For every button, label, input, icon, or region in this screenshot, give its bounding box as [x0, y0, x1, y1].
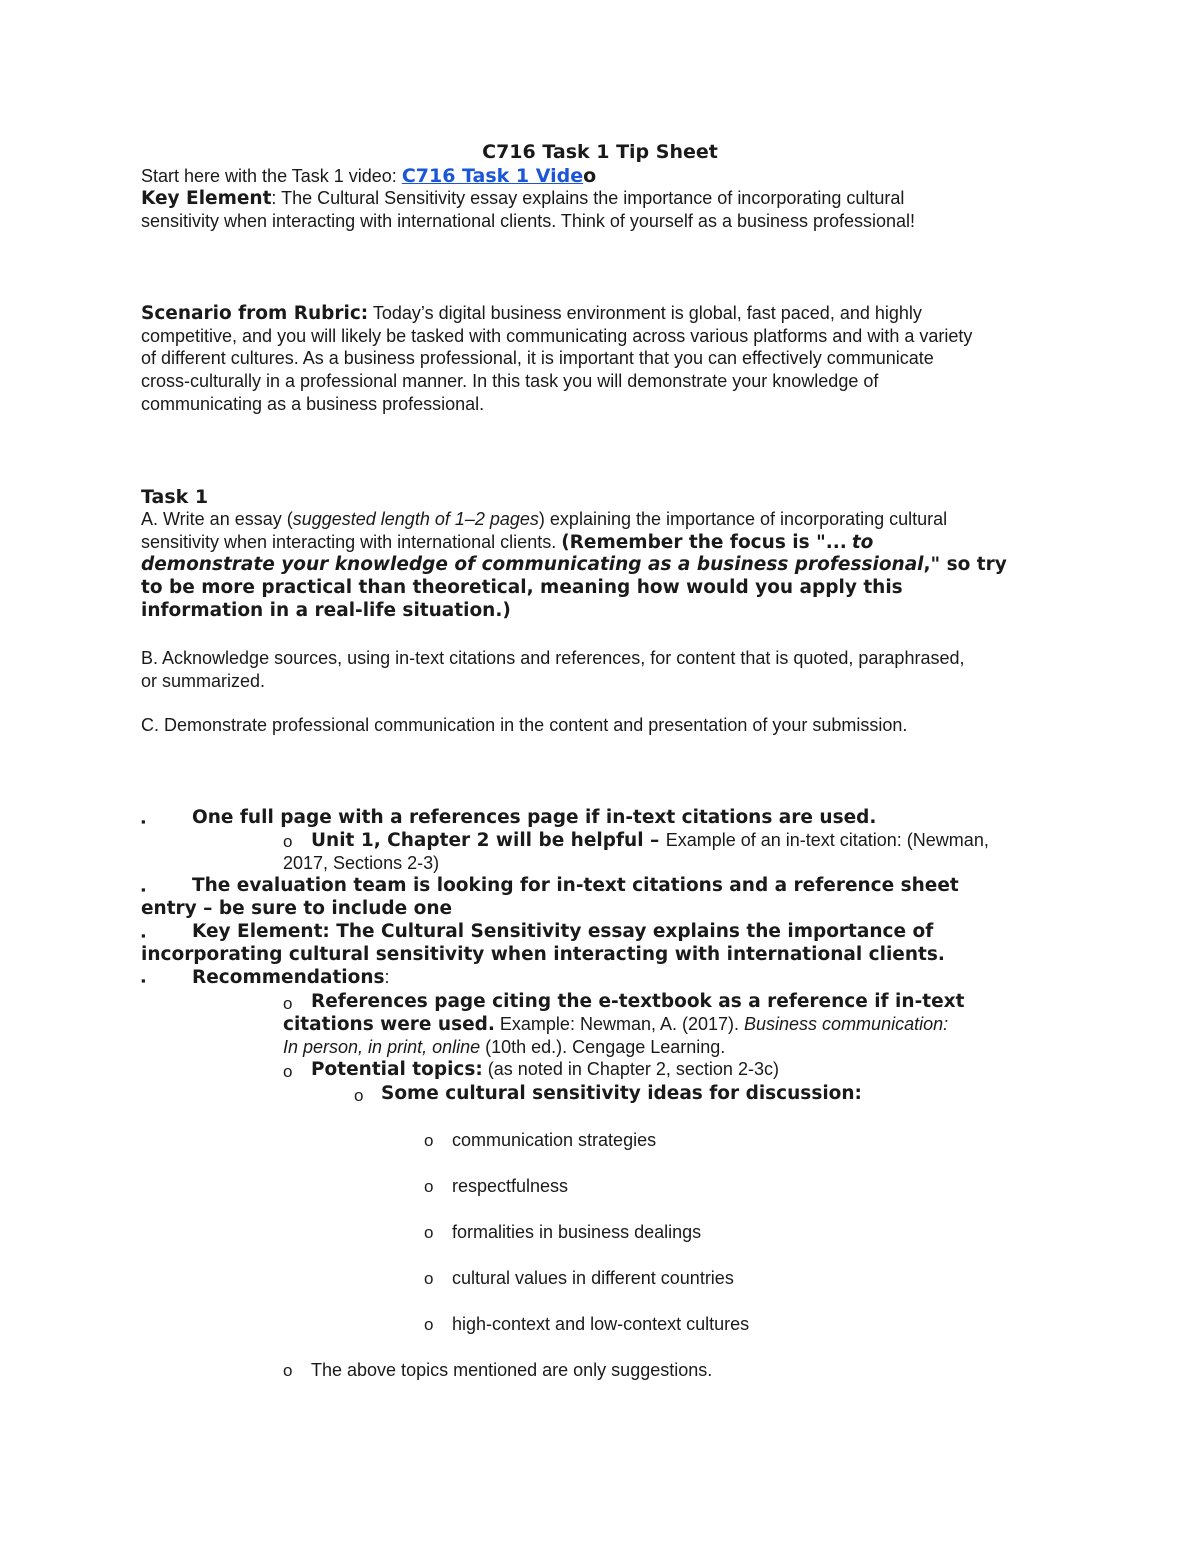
bullet-icon: ▪	[141, 973, 146, 988]
intro-start-line	[141, 165, 596, 187]
references-bold-2: citations were used.	[283, 1014, 495, 1035]
list-item-1-sub-bold: Unit 1, Chapter 2 will be helpful –	[311, 830, 666, 851]
task-a-bold-1: (Remember the focus is "...	[561, 532, 847, 553]
references-tail: (10th ed.). Cengage Learning.	[480, 1037, 726, 1057]
idea-item: cultural values in different countries	[452, 1268, 734, 1288]
list-item-1-sub-text: Example of an in-text citation: (Newman,	[665, 830, 989, 850]
bullet-icon: ▪	[141, 928, 146, 943]
ideas-label: Some cultural sensitivity ideas for discussion:	[381, 1083, 862, 1104]
page-title: C716 Task 1 Tip Sheet	[482, 141, 718, 163]
task-b-line-2: or summarized.	[141, 671, 266, 691]
references-example: Example: Newman, A. (2017).	[494, 1014, 745, 1034]
video-link[interactable]: C716 Task 1 Vide	[401, 165, 584, 187]
scenario-line-2: competitive, and you will likely be tasked with communicating across various platforms and with a variety	[141, 326, 973, 346]
list-item-1-sub-line-2: 2017, Sections 2-3)	[283, 853, 440, 873]
scenario-line-4: cross-culturally in a professional manner. In this task you will demonstrate your knowledge of	[141, 371, 879, 391]
task-a-line-5: information in a real-life situation.)	[141, 600, 511, 621]
sub-bullet-icon: o	[424, 1269, 434, 1288]
sub-bullet-icon: o	[283, 832, 293, 851]
task-a-line-2	[141, 532, 873, 553]
references-line-1: References page citing the e-textbook as a reference if in-text	[311, 991, 965, 1012]
sub-bullet-icon: o	[354, 1086, 364, 1105]
recommendations-colon: :	[384, 967, 390, 987]
scenario-label: Scenario from Rubric:	[141, 303, 369, 324]
key-element-label: Key Element	[141, 188, 272, 209]
topics-line	[311, 1059, 779, 1080]
references-line-2	[283, 1014, 948, 1035]
references-italic-1: Business communication:	[744, 1014, 949, 1034]
idea-item: communication strategies	[452, 1130, 657, 1150]
list-item-1: One full page with a references page if in-text citations are used.	[192, 807, 877, 828]
sub-bullet-icon: o	[424, 1223, 434, 1242]
list-item-4	[192, 967, 390, 988]
list-item-1-sub	[311, 830, 989, 851]
idea-item: respectfulness	[452, 1176, 569, 1196]
list-item-2-line-2: entry – be sure to include one	[141, 898, 453, 919]
list-item-3: Key Element: The Cultural Sensitivity essay explains the importance of	[192, 921, 934, 942]
scenario-line-1	[141, 303, 922, 324]
task-heading: Task 1	[141, 486, 209, 508]
sub-bullet-icon: o	[424, 1315, 434, 1334]
sub-bullet-icon: o	[283, 1062, 293, 1081]
task-a-line-1	[141, 509, 947, 530]
topics-label: Potential topics:	[311, 1059, 483, 1080]
closing-note: The above topics mentioned are only suggestions.	[311, 1360, 713, 1380]
task-a-line-3	[141, 554, 1007, 575]
key-element-line-2: sensitivity when interacting with international clients. Think of yourself as a business professional!	[141, 211, 916, 231]
bullet-icon: ▪	[141, 882, 146, 897]
task-a-bold-2: ," so try	[923, 554, 1007, 575]
task-c-line: C. Demonstrate professional communication in the content and presentation of your submission.	[141, 715, 908, 735]
task-a-bold-italic-1: to	[851, 532, 874, 553]
scenario-line-5: communicating as a business professional.	[141, 394, 485, 414]
task-a-prefix: A. Write an essay (	[141, 509, 293, 529]
key-element-line	[141, 188, 904, 209]
bullet-icon: ▪	[141, 814, 146, 829]
video-link-tail: o	[583, 165, 597, 187]
task-b-line-1: B. Acknowledge sources, using in-text citations and references, for content that is quoted, paraphrased,	[141, 648, 965, 668]
references-italic-2: In person, in print, online	[283, 1037, 481, 1057]
intro-start-text: Start here with the Task 1 video:	[141, 166, 402, 186]
scenario-line-3: of different cultures. As a business professional, it is important that you can effectively communicate	[141, 348, 934, 368]
references-line-3	[283, 1037, 725, 1058]
task-a-line2-text: sensitivity when interacting with international clients.	[141, 532, 562, 552]
task-a-italic: suggested length of 1–2 pages	[292, 509, 539, 529]
topics-note: (as noted in Chapter 2, section 2-3c)	[482, 1059, 779, 1079]
list-item-2: The evaluation team is looking for in-text citations and a reference sheet	[192, 875, 959, 896]
idea-item: formalities in business dealings	[452, 1222, 702, 1242]
sub-bullet-icon: o	[424, 1131, 434, 1150]
sub-bullet-icon: o	[424, 1177, 434, 1196]
task-a-bold-italic-2: demonstrate your knowledge of communicating as a business professional	[141, 554, 924, 575]
list-item-3-line-2: incorporating cultural sensitivity when interacting with international clients.	[141, 944, 945, 965]
sub-bullet-icon: o	[283, 994, 293, 1013]
idea-item: high-context and low-context cultures	[452, 1314, 750, 1334]
recommendations-label: Recommendations	[192, 967, 385, 988]
key-element-text: : The Cultural Sensitivity essay explains the importance of incorporating cultural	[271, 188, 905, 208]
task-a-line-4: to be more practical than theoretical, meaning how would you apply this	[141, 577, 903, 598]
scenario-text: Today’s digital business environment is global, fast paced, and highly	[368, 303, 922, 323]
task-a-suffix: ) explaining the importance of incorporating cultural	[538, 509, 948, 529]
sub-bullet-icon: o	[283, 1361, 293, 1380]
